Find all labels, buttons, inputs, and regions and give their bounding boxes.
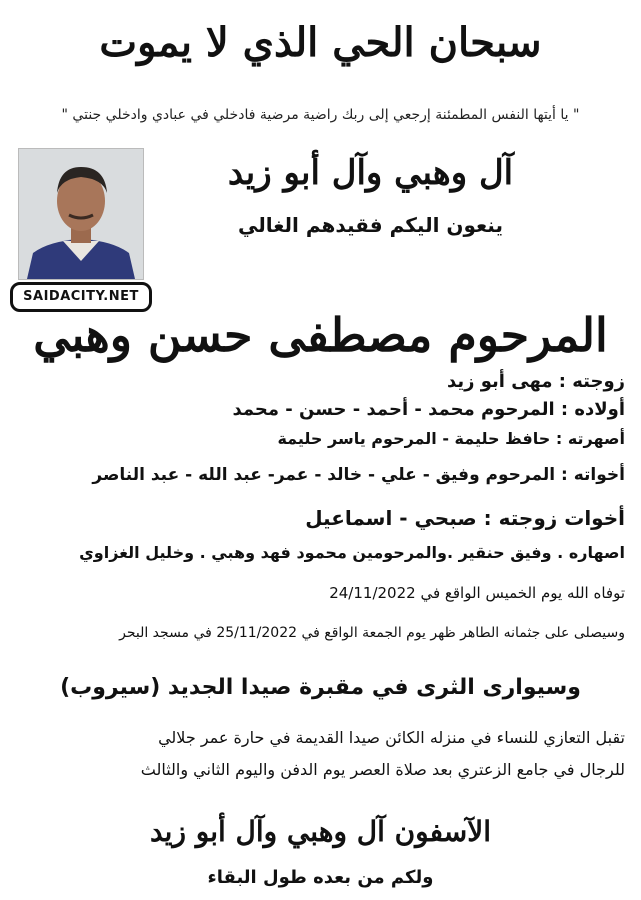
site-watermark: SAIDACITY.NET <box>10 282 152 312</box>
quran-verse: " يا أيتها النفس المطمئنة إرجعي إلى ربك راضية مرضية فادخلي في عبادي وادخلي جنتي " <box>61 107 580 123</box>
relatives-line: اصهاره . وفيق حنقير .والمرحومين محمود فهد وهبي . وخليل الغزاوي <box>79 543 625 562</box>
portrait-image <box>19 149 143 279</box>
deceased-name: المرحوم مصطفى حسن وهبي <box>33 308 608 362</box>
header-verse: سبحان الحي الذي لا يموت <box>99 19 542 66</box>
deceased-photo <box>18 148 144 280</box>
wife-siblings-line: أخوات زوجته : صبحي - اسماعيل <box>305 506 625 530</box>
burial-line: وسيوارى الثرى في مقبرة صيدا الجديد (سيروب) <box>60 675 581 700</box>
families-heading: آل وهبي وآل أبو زيد <box>227 153 514 193</box>
death-date-line: توفاه الله يوم الخميس الواقع في 24/11/2022 <box>329 584 625 602</box>
mourners-signature: الآسفون آل وهبي وآل أبو زيد <box>149 815 492 848</box>
condolences-women-line: تقبل التعازي للنساء في منزله الكائن صيدا القديمة في حارة عمر جلالي <box>158 728 625 747</box>
closing-wish: ولكم من بعده طول البقاء <box>207 867 434 888</box>
children-line: أولاده : المرحوم محمد - أحمد - حسن - محمد <box>232 399 625 420</box>
wife-line: زوجته : مهى أبو زيد <box>446 371 625 392</box>
sons-in-law-line: أصهرته : حافظ حليمة - المرحوم ياسر حليمة <box>277 429 625 448</box>
siblings-line: أخواته : المرحوم وفيق - علي - خالد - عمر- عبد الله - عبد الناصر <box>92 465 625 485</box>
funeral-prayer-line: وسيصلى على جثمانه الطاهر ظهر يوم الجمعة الواقع في 25/11/2022 في مسجد البحر <box>119 625 625 641</box>
condolences-men-line: للرجال في جامع الزعتري بعد صلاة العصر يوم الدفن واليوم الثاني والثالث <box>140 760 625 779</box>
mourning-line: ينعون اليكم فقيدهم الغالي <box>238 213 503 237</box>
